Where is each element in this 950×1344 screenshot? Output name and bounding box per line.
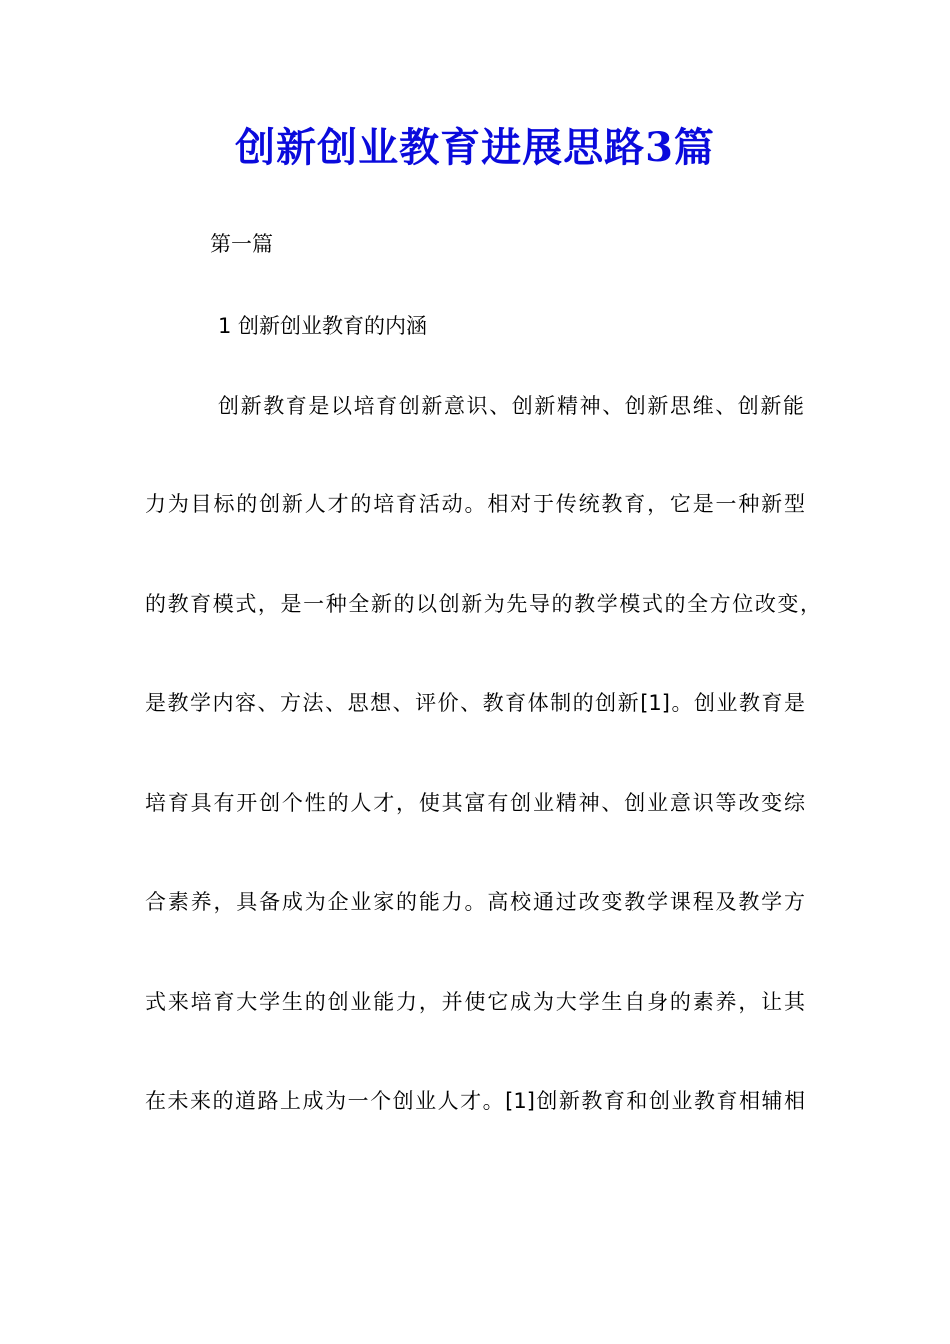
- body-line: 力为目标的创新人才的培育活动。相对于传统教育，它是一种新型: [145, 492, 805, 516]
- section-heading: 1 创新创业教育的内涵: [218, 314, 428, 338]
- body-line: 是教学内容、方法、思想、评价、教育体制的创新[1]。创业教育是: [145, 691, 805, 715]
- body-line: 创新教育是以培育创新意识、创新精神、创新思维、创新能: [218, 394, 804, 418]
- body-line: 式来培育大学生的创业能力，并使它成为大学生自身的素养，让其: [145, 990, 805, 1014]
- document-title: 创新创业教育进展思路3篇: [235, 124, 715, 171]
- body-line: 的教育模式，是一种全新的以创新为先导的教学模式的全方位改变，: [145, 592, 821, 616]
- body-line: 在未来的道路上成为一个创业人才。[1]创新教育和创业教育相辅相: [145, 1089, 805, 1113]
- part-heading: 第一篇: [210, 232, 273, 256]
- body-line: 培育具有开创个性的人才，使其富有创业精神、创业意识等改变综: [145, 791, 805, 815]
- body-line: 合素养，具备成为企业家的能力。高校通过改变教学课程及教学方: [145, 890, 805, 914]
